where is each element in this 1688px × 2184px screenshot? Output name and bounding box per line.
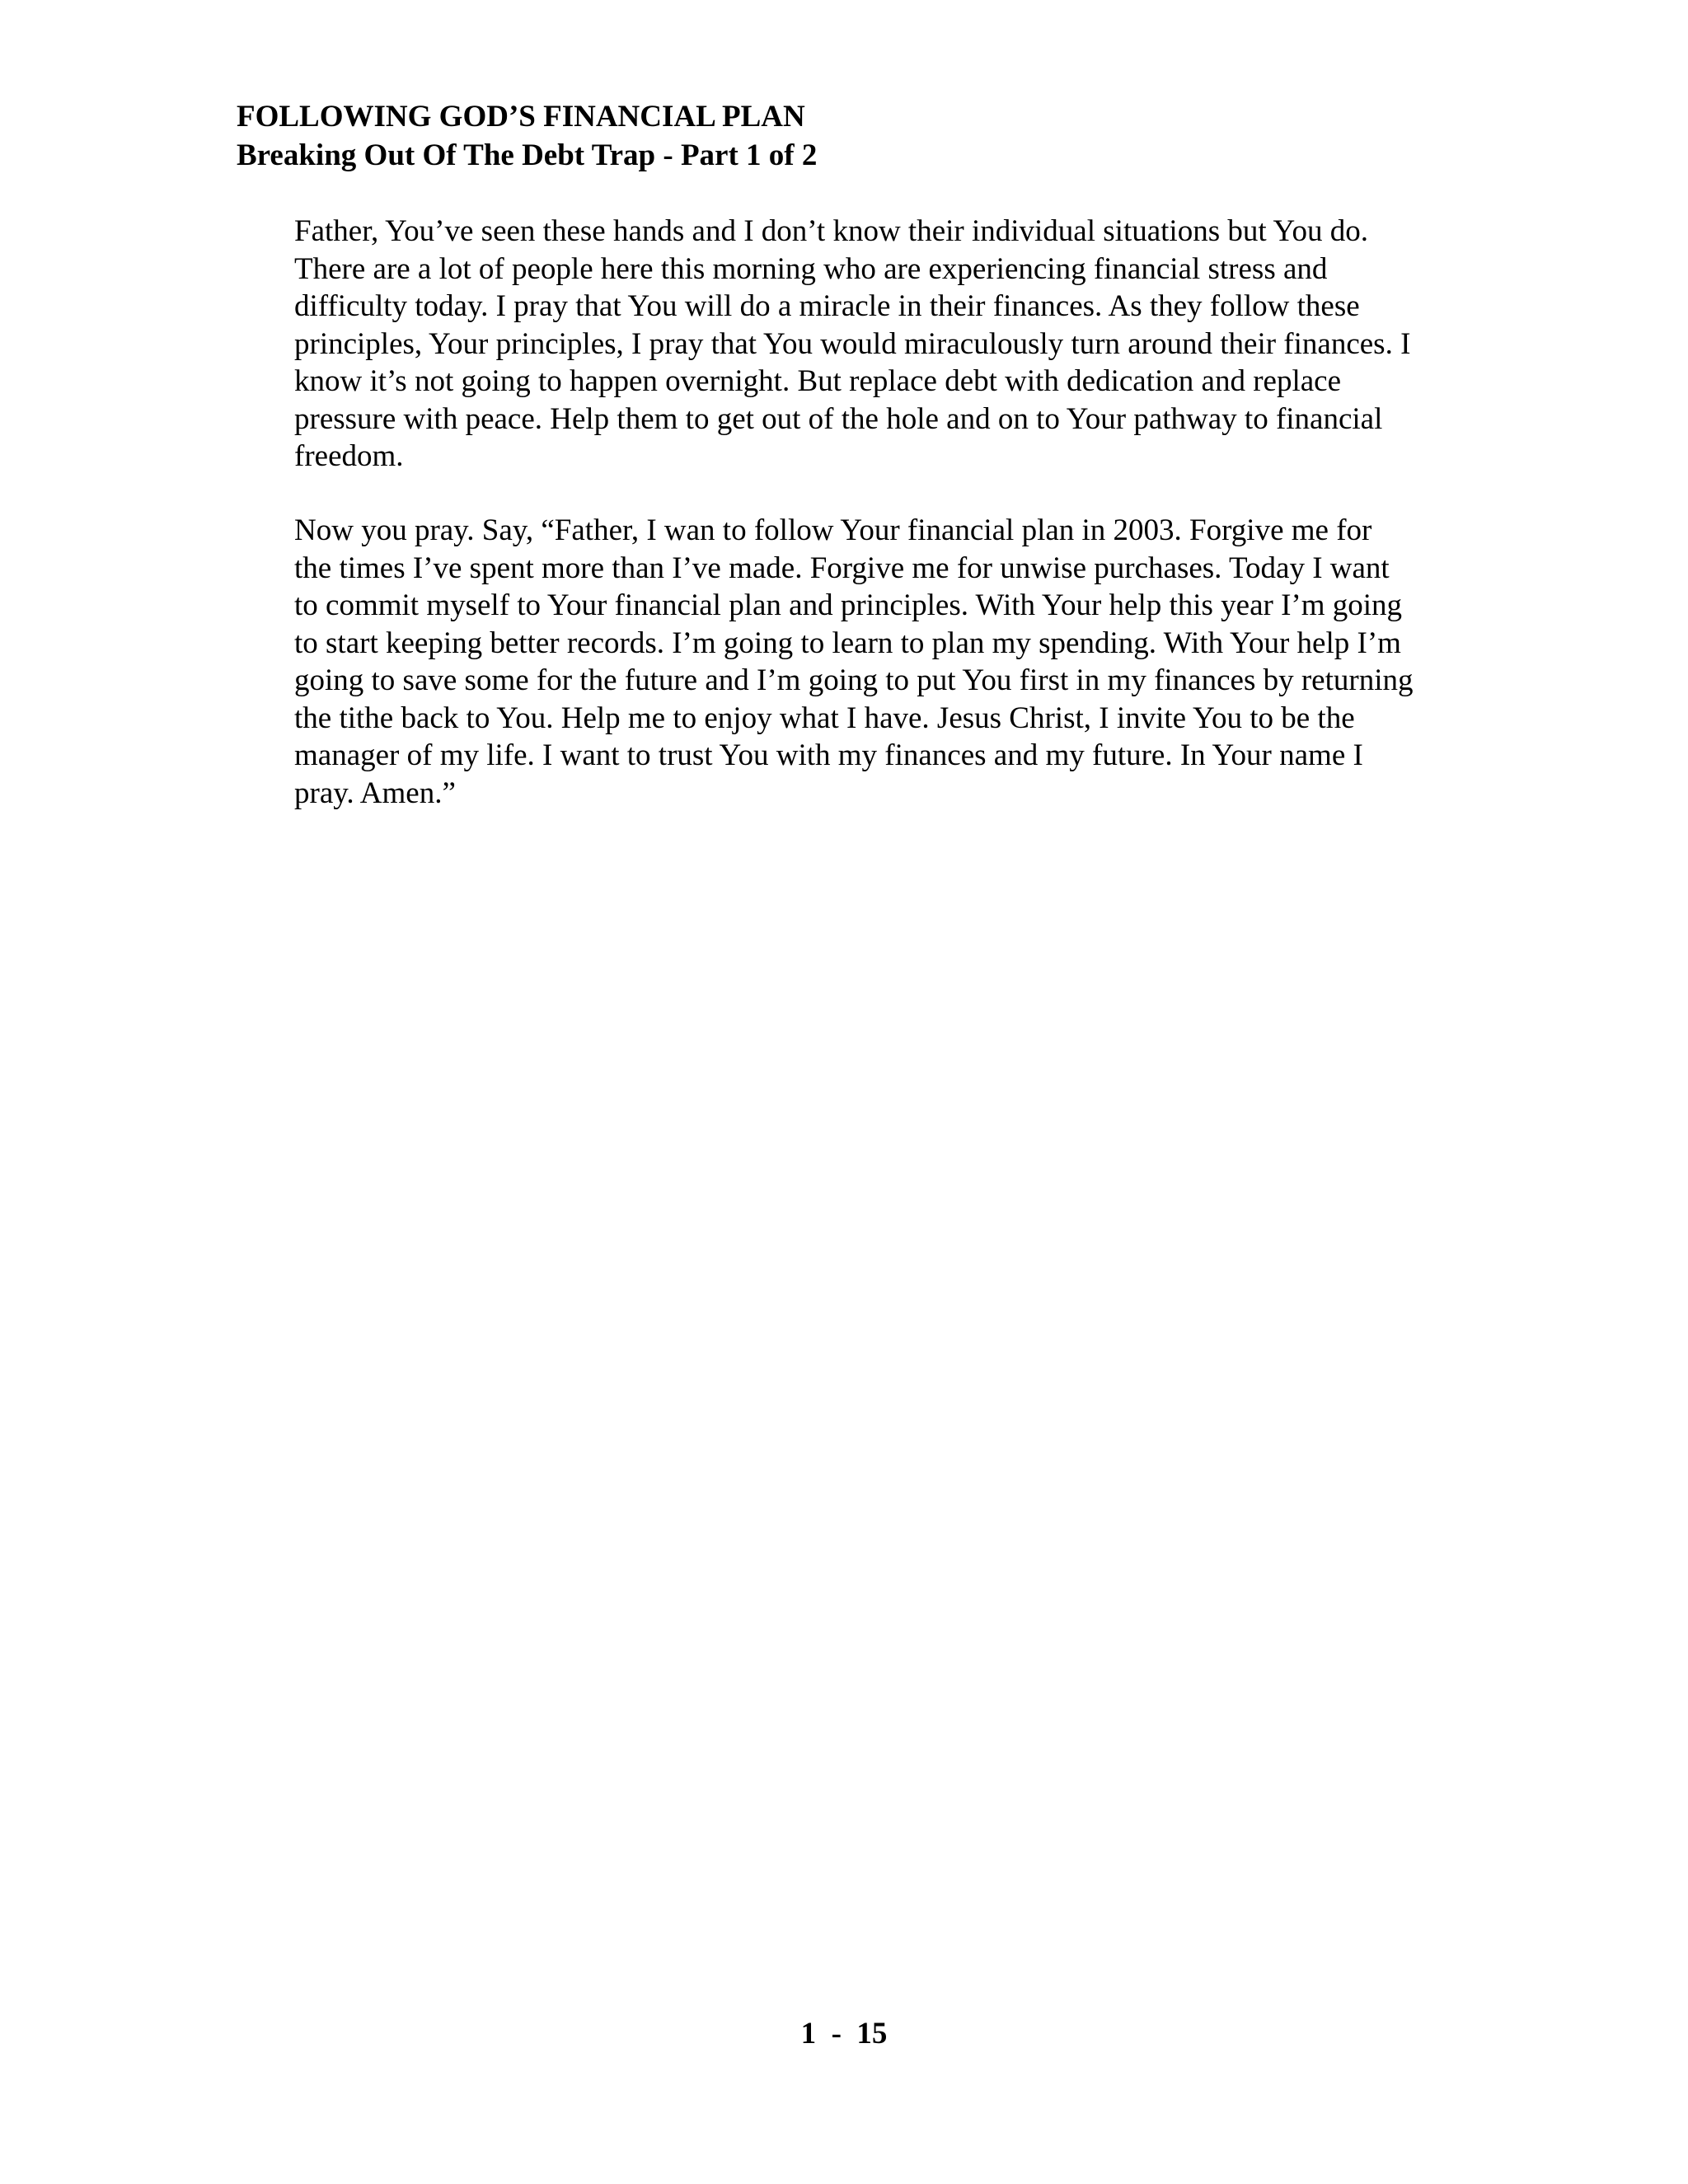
paragraph-line: pray. Amen.” — [294, 776, 456, 810]
document-title: FOLLOWING GOD’S FINANCIAL PLAN — [237, 100, 805, 134]
paragraph-line: manager of my life. I want to trust You with my finances and my future. In Your name I — [294, 738, 1363, 772]
paragraph-line: principles, Your principles, I pray that You would miraculously turn around their finances. I — [294, 326, 1411, 361]
paragraph-line: to start keeping better records. I’m going to learn to plan my spending. With Your help I’m — [294, 626, 1401, 660]
paragraph-line: Father, You’ve seen these hands and I don’t know their individual situations but You do. — [294, 214, 1369, 248]
document-subtitle: Breaking Out Of The Debt Trap - Part 1 of 2 — [237, 138, 818, 172]
paragraph-line: freedom. — [294, 439, 404, 473]
paragraph-line: pressure with peace. Help them to get out of the hole and on to Your pathway to financial — [294, 401, 1383, 436]
paragraph-line: to commit myself to Your financial plan and principles. With Your help this year I’m going — [294, 588, 1403, 622]
page-number: 1 - 15 — [800, 2017, 888, 2050]
paragraph-line: know it’s not going to happen overnight. But replace debt with dedication and replace — [294, 364, 1341, 398]
paragraph-line: going to save some for the future and I’m going to put You first in my finances by returning — [294, 663, 1414, 697]
prayer-paragraph — [294, 213, 1531, 476]
paragraph-line: the tithe back to You. Help me to enjoy what I have. Jesus Christ, I invite You to be the — [294, 701, 1355, 735]
congregation-prayer-paragraph — [294, 512, 1531, 812]
document-header — [237, 97, 1473, 175]
paragraph-line: Now you pray. Say, “Father, I wan to follow Your financial plan in 2003. Forgive me for — [294, 513, 1372, 547]
paragraph-line: the times I’ve spent more than I’ve made. Forgive me for unwise purchases. Today I want — [294, 551, 1390, 585]
paragraph-line: There are a lot of people here this morning who are experiencing financial stress and — [294, 251, 1328, 286]
paragraph-line: difficulty today. I pray that You will do a miracle in their finances. As they follow these — [294, 289, 1360, 323]
